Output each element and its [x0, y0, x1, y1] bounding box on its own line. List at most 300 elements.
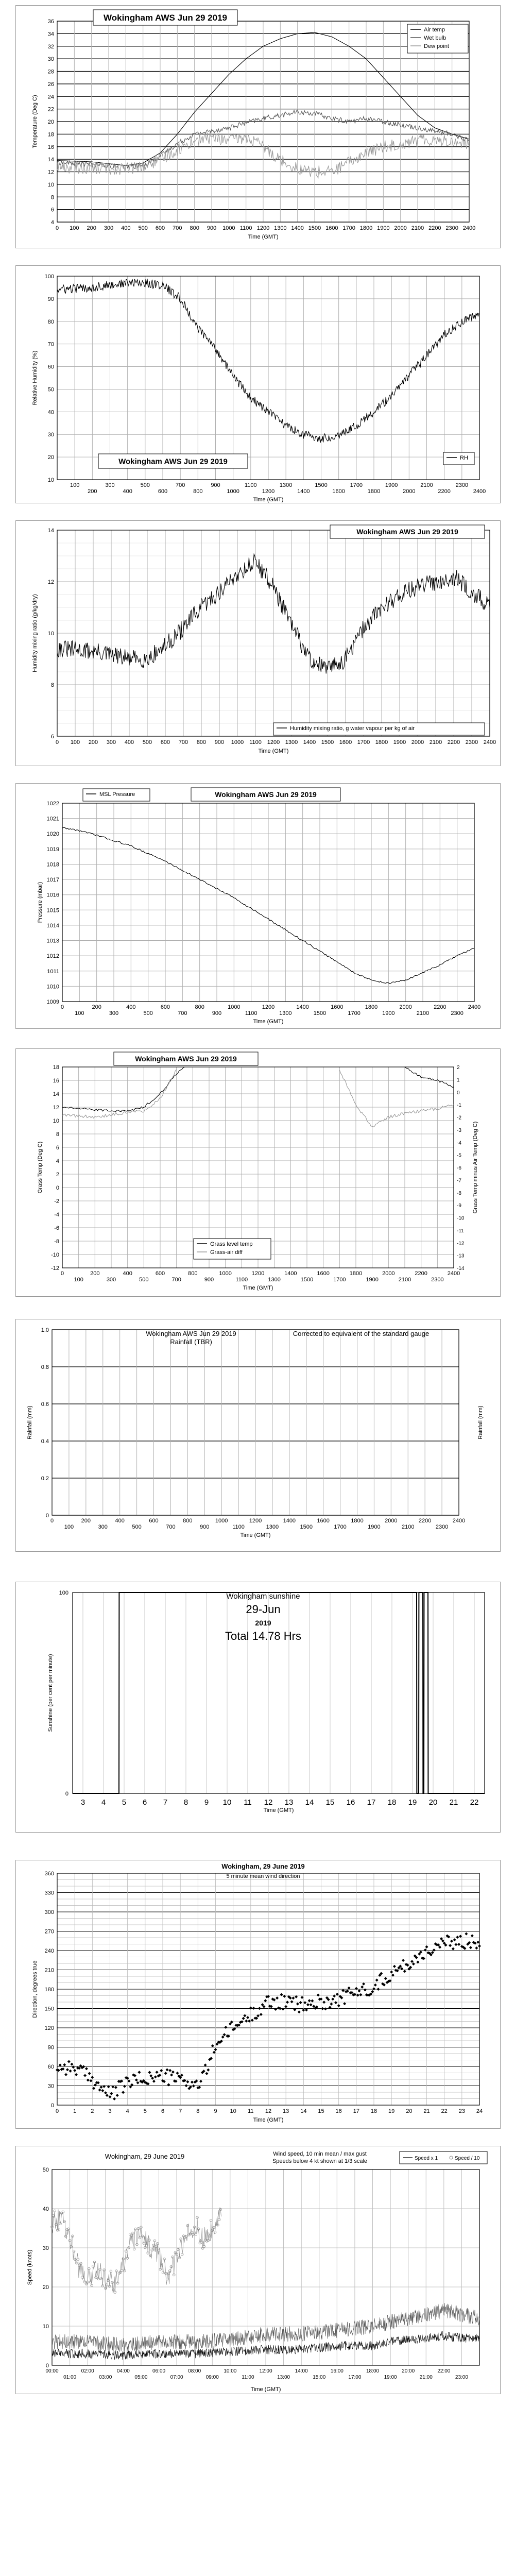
x-tick-label: 800: [190, 225, 199, 231]
data-point: [301, 1996, 304, 1999]
y-tick-label: 6: [56, 1145, 59, 1151]
sunshine-chart: [16, 1582, 500, 1832]
x-tick-label: 1700: [350, 482, 363, 488]
x-tick-label: 2300: [451, 1010, 464, 1016]
data-point: [303, 2001, 306, 2004]
x-tick-label: 900: [204, 1277, 214, 1283]
x-tick-label: 400: [126, 1004, 136, 1010]
x-tick-label: 2000: [399, 1004, 412, 1010]
y-tick-label: 360: [44, 1871, 54, 1877]
y-tick-label: 150: [44, 2006, 54, 2012]
x-tick-label: 23:00: [455, 2375, 468, 2380]
x-tick-label: 600: [155, 225, 165, 231]
legend-label: RH: [460, 455, 468, 461]
wind-speed-chart-panel: [15, 2146, 501, 2394]
y-tick-label: 210: [44, 1967, 54, 1974]
x-tick-label: 1300: [268, 1277, 281, 1283]
data-point: [168, 2069, 171, 2072]
x-axis-label: Time (GMT): [248, 234, 279, 240]
data-point: [110, 2092, 113, 2095]
x-tick-label: 2200: [447, 739, 460, 745]
x-tick-label: 04:00: [116, 2368, 130, 2374]
y-tick-label: 1013: [46, 938, 59, 944]
y-tick-label: 20: [42, 2284, 49, 2291]
y-tick-label: 1009: [46, 999, 59, 1005]
x-tick-label: 1100: [232, 1524, 245, 1530]
x-tick-label: 1900: [366, 1277, 379, 1283]
x-tick-label: 1400: [296, 1004, 309, 1010]
data-point: [459, 1935, 462, 1938]
x-axis-label: Time (GMT): [253, 2117, 284, 2123]
x-tick-label: 300: [104, 225, 114, 231]
data-point: [148, 2071, 151, 2074]
y-tick-label: 2: [56, 1172, 59, 1178]
data-point: [248, 2020, 251, 2023]
y-tick-label: 24: [47, 94, 54, 100]
data-point: [106, 2094, 109, 2097]
x-tick-label: 400: [123, 488, 132, 495]
y-tick-label: -6: [54, 1225, 59, 1231]
data-point: [469, 1946, 472, 1949]
x-tick-label: 1000: [227, 488, 239, 495]
x-tick-label: 2400: [483, 739, 496, 745]
chart-title: Wokingham AWS Jun 29 2019: [118, 457, 228, 466]
data-point: [453, 1938, 456, 1941]
data-point: [260, 2013, 263, 2016]
x-tick-label: 06:00: [152, 2368, 166, 2374]
x-tick-label: 2100: [416, 1010, 430, 1016]
data-point: [164, 2072, 167, 2075]
y2-tick-label: -2: [457, 1115, 461, 1121]
x-tick-label: 16:00: [330, 2368, 344, 2374]
x-tick-label: 22:00: [437, 2368, 451, 2374]
x-tick-label: 15: [318, 2108, 324, 2114]
x-tick-label: 100: [64, 1524, 74, 1530]
x-tick-label: 18: [370, 2108, 377, 2114]
data-point: [166, 2068, 169, 2071]
x-tick-label: 2300: [431, 1277, 444, 1283]
data-point: [384, 1977, 387, 1980]
y-tick-label: 100: [59, 1590, 68, 1596]
data-point: [207, 2069, 210, 2072]
x-tick-label: 1100: [245, 1010, 258, 1016]
x-tick-label: 18:00: [366, 2368, 380, 2374]
x-tick-label: 02:00: [81, 2368, 94, 2374]
y-tick-label: 30: [42, 2245, 49, 2251]
x-tick-label: 300: [106, 739, 116, 745]
chart-subtitle: Rainfall (TBR): [170, 1338, 212, 1346]
y2-axis-label: Rainfall (mm): [477, 1405, 484, 1439]
x-tick-label: 0: [50, 1518, 54, 1524]
y-tick-label: 1021: [46, 816, 59, 822]
chart-title: Wokingham AWS Jun 29 2019: [215, 790, 317, 799]
data-point: [156, 2071, 159, 2074]
y-tick-label: 18: [47, 131, 54, 138]
data-point: [252, 2007, 255, 2010]
data-point: [298, 2010, 301, 2013]
x-tick-label: 1700: [342, 225, 355, 231]
x-tick-label: 2000: [382, 1270, 395, 1277]
x-tick-label: 14: [300, 2108, 307, 2114]
y-tick-label: 8: [50, 682, 54, 688]
x-tick-label: 1400: [284, 1270, 297, 1277]
data-point: [170, 2074, 173, 2077]
data-point: [374, 1984, 377, 1987]
x-tick-label: 800: [196, 739, 207, 745]
x-tick-label: 01:00: [63, 2375, 77, 2380]
data-point: [91, 2076, 94, 2079]
x-tick-label: 1200: [262, 1004, 275, 1010]
data-point: [449, 1944, 452, 1947]
y-tick-label: 1020: [46, 831, 59, 838]
x-tick-label: 200: [88, 739, 98, 745]
data-point: [258, 2007, 261, 2010]
chart-subtitle: 5 minute mean wind direction: [226, 1873, 300, 1879]
pressure-chart-panel: [15, 783, 501, 1029]
data-point: [223, 2033, 226, 2036]
x-tick-label: 1400: [297, 488, 310, 495]
data-point: [149, 2074, 152, 2077]
series-line-grass-level-temp: [405, 1066, 454, 1087]
x-tick-label: 00:00: [45, 2368, 59, 2374]
y-tick-label: 1.0: [41, 1327, 49, 1333]
x-tick-label: 1900: [385, 482, 398, 488]
y-tick-label: 14: [47, 157, 54, 163]
y2-axis-label: Grass Temp minus Air Temp (Deg C): [472, 1121, 478, 1214]
y-tick-label: 330: [44, 1890, 54, 1896]
data-point: [116, 2094, 119, 2097]
data-point: [186, 2080, 189, 2083]
data-point: [310, 2003, 313, 2006]
x-tick-label: 17: [367, 1798, 376, 1807]
x-axis-label: Time (GMT): [253, 1019, 284, 1025]
data-point: [402, 1959, 405, 1962]
x-tick-label: 10: [222, 1798, 232, 1807]
y-tick-label: 0.4: [41, 1438, 49, 1445]
data-point: [364, 1988, 367, 1991]
x-tick-label: 1200: [262, 488, 275, 495]
x-tick-label: 1: [73, 2108, 77, 2114]
x-tick-label: 1500: [321, 739, 334, 745]
x-tick-label: 1800: [365, 1004, 378, 1010]
data-point: [416, 1960, 419, 1963]
data-point: [87, 2079, 90, 2082]
data-point: [306, 2003, 310, 2006]
data-point: [138, 2071, 141, 2074]
x-tick-label: 13: [283, 2108, 289, 2114]
x-tick-label: 12: [265, 2108, 272, 2114]
x-tick-label: 8: [183, 1798, 188, 1807]
data-point: [71, 2063, 74, 2066]
y2-tick-label: -10: [457, 1215, 465, 1222]
y-tick-label: 0.8: [41, 1364, 49, 1370]
x-tick-label: 2200: [438, 488, 451, 495]
x-tick-label: 2400: [462, 225, 476, 231]
y-axis-label: Speed (knots): [27, 2249, 33, 2285]
x-tick-label: 16: [346, 1798, 355, 1807]
y-tick-label: 12: [47, 169, 54, 176]
x-tick-label: 10: [230, 2108, 236, 2114]
data-point: [390, 1971, 393, 1974]
y2-tick-label: 1: [457, 1077, 460, 1083]
y-axis-label: Relative Humidity (%): [32, 350, 38, 405]
x-tick-label: 9: [214, 2108, 217, 2114]
data-point: [425, 1945, 428, 1948]
data-point: [393, 1965, 396, 1968]
x-tick-label: 1800: [375, 739, 388, 745]
x-axis-label: Time (GMT): [240, 1532, 271, 1538]
x-tick-label: 400: [124, 739, 134, 745]
y-tick-label: 90: [47, 2044, 54, 2051]
y-tick-label: 6: [50, 207, 54, 213]
x-tick-label: 20: [428, 1798, 438, 1807]
y-tick-label: 180: [44, 1987, 54, 1993]
x-axis-label: Time (GMT): [243, 1285, 273, 1291]
x-tick-label: 1000: [219, 1270, 232, 1277]
x-tick-label: 17: [353, 2108, 359, 2114]
x-tick-label: 600: [149, 1518, 159, 1524]
y-tick-label: 50: [47, 386, 54, 393]
data-point: [83, 2074, 87, 2077]
x-tick-label: 07:00: [170, 2375, 183, 2380]
y-tick-label: 10: [47, 631, 54, 637]
x-tick-label: 1400: [291, 225, 304, 231]
y-tick-label: 4: [50, 219, 54, 226]
data-point: [264, 1999, 267, 2002]
y-tick-label: 0: [45, 2363, 49, 2369]
x-tick-label: 11:00: [242, 2375, 254, 2380]
x-tick-label: 900: [214, 739, 225, 745]
x-tick-label: 1800: [367, 488, 381, 495]
data-point: [334, 2001, 337, 2004]
y-axis-label: Humidity mixing ratio (g/kg/dry): [32, 594, 38, 672]
x-tick-label: 100: [70, 739, 80, 745]
x-tick-label: 200: [90, 1270, 100, 1277]
x-tick-label: 20: [406, 2108, 413, 2114]
chart-note: Wind speed, 10 min mean / max gust: [273, 2151, 367, 2157]
y-tick-label: 28: [47, 69, 54, 75]
chart-title: Wokingham AWS Jun 29 2019: [135, 1054, 237, 1063]
data-point: [308, 1999, 311, 2002]
x-tick-label: 0: [60, 1004, 64, 1010]
x-tick-label: 1600: [339, 739, 352, 745]
x-tick-label: 9: [204, 1798, 209, 1807]
x-tick-label: 1900: [368, 1524, 381, 1530]
x-tick-label: 23: [458, 2108, 465, 2114]
x-tick-label: 1500: [300, 1524, 313, 1530]
chart-title: Wokingham, 29 June 2019: [221, 1862, 305, 1870]
x-tick-label: 900: [200, 1524, 210, 1530]
x-tick-label: 1300: [279, 482, 293, 488]
y2-tick-label: -4: [457, 1140, 461, 1146]
x-tick-label: 4: [126, 2108, 129, 2114]
x-tick-label: 2100: [411, 225, 424, 231]
y-tick-label: 70: [47, 341, 54, 348]
x-tick-label: 3: [108, 2108, 112, 2114]
x-tick-label: 1900: [393, 739, 406, 745]
y-tick-label: 1010: [46, 984, 59, 990]
x-tick-label: 0: [55, 225, 59, 231]
pressure-chart: [16, 784, 500, 1028]
data-point: [73, 2069, 76, 2072]
data-point: [98, 2089, 101, 2092]
x-tick-label: 05:00: [134, 2375, 148, 2380]
data-point: [322, 2001, 325, 2004]
data-point: [375, 1978, 379, 1981]
data-point: [192, 2084, 195, 2088]
data-point: [465, 1933, 468, 1936]
data-point: [160, 2069, 163, 2072]
x-tick-label: 14:00: [295, 2368, 308, 2374]
y-tick-label: 300: [44, 1909, 54, 1916]
y-axis-label: Temperature (Deg C): [32, 95, 38, 148]
legend-label: Air temp: [424, 27, 445, 33]
data-point: [317, 1993, 320, 1996]
y-tick-label: -10: [51, 1252, 59, 1258]
data-point: [333, 1994, 336, 1997]
x-axis-label: Time (GMT): [263, 1807, 294, 1814]
y-tick-label: 16: [53, 1078, 59, 1084]
data-point: [290, 2000, 294, 2003]
x-tick-label: 600: [155, 1270, 165, 1277]
y2-tick-label: -12: [457, 1241, 465, 1247]
y-tick-label: 20: [47, 119, 54, 125]
data-point: [286, 2001, 289, 2004]
x-tick-label: 100: [74, 1277, 83, 1283]
data-point: [152, 2080, 156, 2083]
data-point: [355, 1987, 358, 1990]
x-tick-label: 1200: [249, 1518, 262, 1524]
data-point: [92, 2087, 95, 2090]
legend-label: Wet bulb: [424, 35, 447, 41]
y2-tick-label: -11: [457, 1228, 464, 1234]
x-tick-label: 09:00: [205, 2375, 219, 2380]
x-tick-label: 1700: [357, 739, 370, 745]
x-tick-label: 100: [75, 1010, 84, 1016]
x-tick-label: 0: [55, 739, 59, 745]
data-point: [410, 1960, 414, 1963]
data-point: [450, 1940, 453, 1943]
wind-speed-chart: [16, 2146, 500, 2394]
x-tick-label: 2300: [455, 482, 469, 488]
x-tick-label: 200: [92, 1004, 101, 1010]
data-point: [282, 2008, 285, 2011]
x-tick-label: 8: [196, 2108, 200, 2114]
x-tick-label: 700: [178, 739, 188, 745]
data-point: [371, 1990, 374, 1993]
x-tick-label: 2200: [418, 1518, 432, 1524]
y-tick-label: -2: [54, 1198, 59, 1205]
chart-date: 29-Jun: [246, 1603, 281, 1616]
y-tick-label: 0.2: [41, 1476, 49, 1482]
x-tick-label: 19: [388, 2108, 395, 2114]
wind-direction-chart-panel: [15, 1860, 501, 2129]
x-tick-label: 100: [70, 482, 80, 488]
x-axis-label: Time (GMT): [250, 2386, 281, 2393]
data-point: [283, 1995, 286, 1998]
x-tick-label: 2300: [465, 739, 478, 745]
data-point: [456, 1936, 459, 1939]
data-point: [302, 2009, 305, 2012]
data-point: [284, 2005, 287, 2008]
temperature-chart: [16, 6, 500, 248]
data-point: [90, 2079, 93, 2082]
data-point: [67, 2060, 71, 2063]
y-tick-label: 120: [44, 2025, 54, 2031]
data-point: [199, 2080, 202, 2083]
mixing-ratio-chart: [16, 521, 500, 766]
y-tick-label: 0: [50, 2103, 54, 2109]
x-tick-label: 0: [55, 2108, 59, 2114]
x-tick-label: 2300: [435, 1524, 449, 1530]
chart-title: Wokingham, 29 June 2019: [105, 2153, 185, 2160]
x-tick-label: 22: [441, 2108, 448, 2114]
x-tick-label: 300: [106, 1277, 116, 1283]
y2-tick-label: -13: [457, 1253, 465, 1259]
x-tick-label: 800: [193, 488, 203, 495]
y-tick-label: 0: [45, 1513, 49, 1519]
x-tick-label: 1000: [222, 225, 235, 231]
y-tick-label: 10: [53, 1118, 59, 1124]
y2-tick-label: -8: [457, 1190, 461, 1196]
x-tick-label: 1700: [333, 1277, 346, 1283]
x-tick-label: 6: [142, 1798, 147, 1807]
y-tick-label: 1012: [46, 953, 59, 960]
x-tick-label: 500: [143, 1010, 153, 1016]
data-point: [221, 2036, 225, 2039]
y-tick-label: 22: [47, 106, 54, 113]
data-point: [224, 2026, 227, 2029]
data-point: [331, 1997, 334, 2001]
data-point: [424, 1948, 427, 1952]
x-tick-label: 1500: [313, 1010, 327, 1016]
data-point: [343, 2002, 346, 2005]
x-tick-label: 12:00: [259, 2368, 272, 2374]
x-tick-label: 500: [132, 1524, 142, 1530]
x-tick-label: 300: [105, 482, 115, 488]
y-tick-label: 1014: [46, 922, 59, 929]
y-tick-label: 18: [53, 1064, 59, 1071]
x-tick-label: 900: [207, 225, 217, 231]
x-tick-label: 900: [212, 1010, 222, 1016]
data-point: [102, 2085, 106, 2088]
x-tick-label: 700: [178, 1010, 187, 1016]
chart-title: Wokingham sunshine: [226, 1592, 300, 1601]
x-tick-label: 500: [142, 739, 152, 745]
legend-label: Humidity mixing ratio, g water vapour per kg of air: [290, 725, 415, 732]
x-tick-label: 11: [248, 2108, 254, 2114]
x-tick-label: 1900: [377, 225, 390, 231]
x-tick-label: 1600: [325, 225, 338, 231]
x-tick-label: 1100: [249, 739, 262, 745]
x-tick-label: 18: [387, 1798, 397, 1807]
x-tick-label: 2100: [420, 482, 433, 488]
y2-tick-label: -1: [457, 1103, 461, 1109]
x-tick-label: 19: [408, 1798, 417, 1807]
data-point: [274, 2008, 277, 2011]
data-point: [75, 2073, 78, 2076]
data-point: [246, 2016, 249, 2019]
y-tick-label: 40: [47, 409, 54, 416]
series-line-sunshine: [73, 1592, 485, 1793]
y-tick-label: 0: [56, 1185, 59, 1191]
series-line-speed-10: [52, 2208, 221, 2294]
data-point: [478, 1944, 481, 1947]
x-tick-label: 19:00: [384, 2375, 397, 2380]
y-tick-label: 14: [53, 1091, 59, 1097]
x-axis-label: Time (GMT): [258, 748, 289, 754]
x-tick-label: 700: [171, 1277, 181, 1283]
